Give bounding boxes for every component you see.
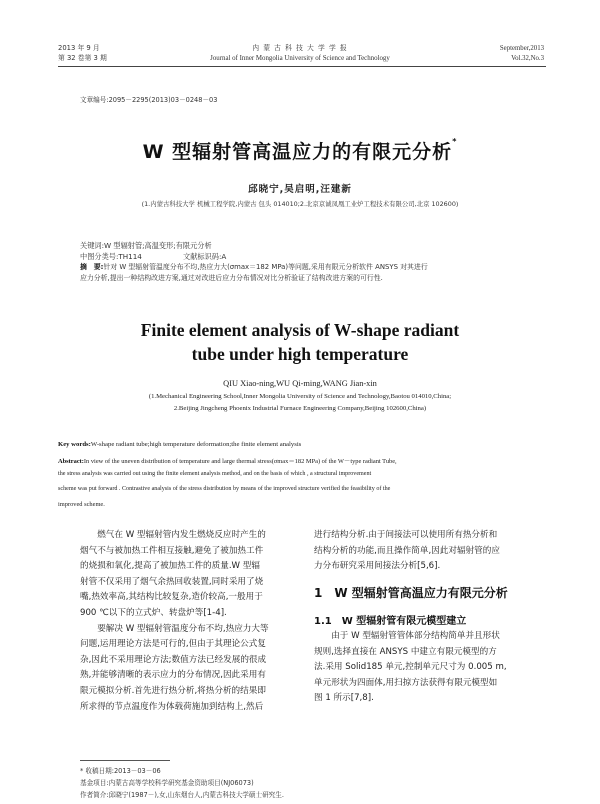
keywords-en-text: W-shape radiant tube;high temperature deformation;the finite element analysis	[90, 441, 302, 448]
left-line: 所求得的节点温度作为体载荷施加到结构上,然后	[80, 701, 264, 712]
keywords-en-label: Key words:	[58, 441, 91, 448]
title-en-line1: Finite element analysis of W-shape radiant	[140, 320, 460, 340]
footnote-received: * 收稿日期:2013－03－06	[80, 767, 161, 775]
right-line: 规则,选择直接在 ANSYS 中建立有限元模型的方	[314, 646, 497, 657]
classification-cn: 中图分类号:TH114	[80, 252, 142, 261]
footnote-rule	[80, 760, 170, 761]
left-line: 嘴,热效率高,其结构比较复杂,造价较高,一般用于	[80, 592, 263, 603]
section-1-1-heading: 1.1 W 型辐射管有限元模型建立	[314, 616, 467, 627]
authors-cn: 邱晓宁,吴启明,汪建新	[248, 184, 352, 195]
keywords-en	[58, 441, 301, 448]
section-1-heading: 1 W 型辐射管高温应力有限元分析	[314, 586, 508, 600]
right-column-top	[314, 528, 548, 575]
left-line: 的烧损和氧化,提高了被加热工件的质量.W 型辐	[80, 561, 260, 572]
affiliation-en-2: 2.Beijing Jingcheng Phoenix Industrial Furnace Engineering Company,Beijing 102600,China)	[173, 405, 427, 412]
left-line: 杂,因此不采用理论方法;数值方法已经发展的很成	[80, 654, 267, 665]
right-line: 单元形状为四面体,用扫掠方法获得有限元模型如	[314, 677, 498, 688]
header-volume: 第 32 卷第 3 期	[58, 54, 107, 62]
abstract-cn-line2: 应力分析,提出一种结构改进方案,通过对改进后应力分布情况对比分析验证了结构改进方案的可行性.	[80, 274, 383, 282]
abstract-en-line4: improved scheme.	[58, 501, 105, 508]
left-line: 问题,运用理论方法是可行的,但由于其理论公式复	[80, 639, 266, 650]
article-number: 文章编号:2095－2295(2013)03－0248－03	[80, 96, 218, 104]
abstract-en-line1	[58, 456, 548, 465]
header-rule	[58, 66, 546, 67]
abstract-en-text1: In view of the uneven distribution of temperature and large thermal stress(σmax＝182 MPa) of the W－type radiant Tube,	[83, 458, 397, 465]
abstract-en-label: Abstract:	[58, 458, 84, 465]
header-journal-cn: 内 蒙 古 科 技 大 学 学 报	[252, 44, 348, 52]
header-month: September,2013	[499, 45, 544, 52]
left-line: 限元模拟分析.首先进行热分析,将热分析的结果即	[80, 685, 266, 696]
right-line: 结构分析的功能,而且操作简单,因此对辐射管的应	[314, 545, 500, 556]
left-line: 900 ℃以下的立式炉、转盘炉等[1-4].	[80, 607, 227, 618]
header-vol-no: Vol.32,No.3	[511, 55, 544, 62]
abstract-cn-label: 摘 要:	[80, 263, 104, 271]
authors-en: QIU Xiao-ning,WU Qi-ming,WANG Jian-xin	[223, 379, 377, 388]
keywords-cn: 关键词:W 型辐射管;高温变形;有限元分析	[80, 241, 212, 250]
footnote-fund: 基金项目:内蒙古高等学校科学研究基金资助项目(NJ06073)	[80, 779, 254, 787]
left-line: 射管不仅采用了烟气余热回收装置,同时采用了烧	[80, 576, 264, 587]
right-line: 由于 W 型辐射管管体部分结构简单并且形状	[314, 631, 500, 641]
left-column	[80, 528, 304, 715]
title-footnote-mark: *	[452, 137, 458, 146]
abstract-cn-text1: 针对 W 型辐射管温度分布不均,热应力大(σmax＝182 MPa)等问题,采用有限元分析软件 ANSYS 对其进行	[103, 263, 428, 271]
right-line: 进行结构分析.由于间接法可以使用所有热分析和	[314, 530, 498, 540]
right-line: 图 1 所示[7,8].	[314, 693, 374, 704]
header-date: 2013 年 9 月	[58, 44, 100, 52]
left-line: 要解决 W 型辐射管温度分布不均,热应力大等	[80, 623, 269, 634]
left-line: 燃气在 W 型辐射管内发生燃烧反应时产生的	[80, 530, 266, 540]
title-en-line2: tube under high temperature	[191, 344, 409, 364]
left-line: 熟,并能够清晰的表示应力的分布情况,因此采用有	[80, 670, 266, 681]
title-cn-text: W 型辐射管高温应力的有限元分析	[142, 141, 453, 163]
left-line: 烟气不与被加热工件相互接触,避免了被加热工件	[80, 545, 264, 556]
footnote-author: 作者简介:邱晓宁(1987－),女,山东烟台人,内蒙古科技大学硕士研究生.	[80, 791, 284, 799]
right-column-bottom	[314, 629, 548, 707]
title-cn	[60, 137, 540, 164]
abstract-en-line2: the stress analysis was carried out using the finite element analysis method, and on the basis of which , a structural improvement	[58, 471, 372, 477]
right-line: 力分布研究采用间接法分析[5,6].	[314, 561, 441, 572]
affiliation-en-1: (1.Mechanical Engineering School,Inner Mongolia University of Science and Technology,Baotou 014010,China;	[148, 393, 452, 400]
affiliations-cn: (1.内蒙古科技大学 机械工程学院,内蒙古 包头 014010;2.北京京诚凤凰工业炉工程技术有限公司,北京 102600)	[141, 200, 459, 208]
abstract-en-line3: scheme was put forward . Contrastive analysis of the stress distribution by means of the improved structure verified the feasibility of the	[58, 486, 391, 492]
doc-code-cn: 文献标识码:A	[183, 252, 227, 261]
abstract-cn-line1	[80, 262, 550, 273]
header-journal-en: Journal of Inner Mongolia University of Science and Technology	[210, 55, 390, 62]
right-line: 法.采用 Solid185 单元,控制单元尺寸为 0.005 m,	[314, 662, 507, 673]
